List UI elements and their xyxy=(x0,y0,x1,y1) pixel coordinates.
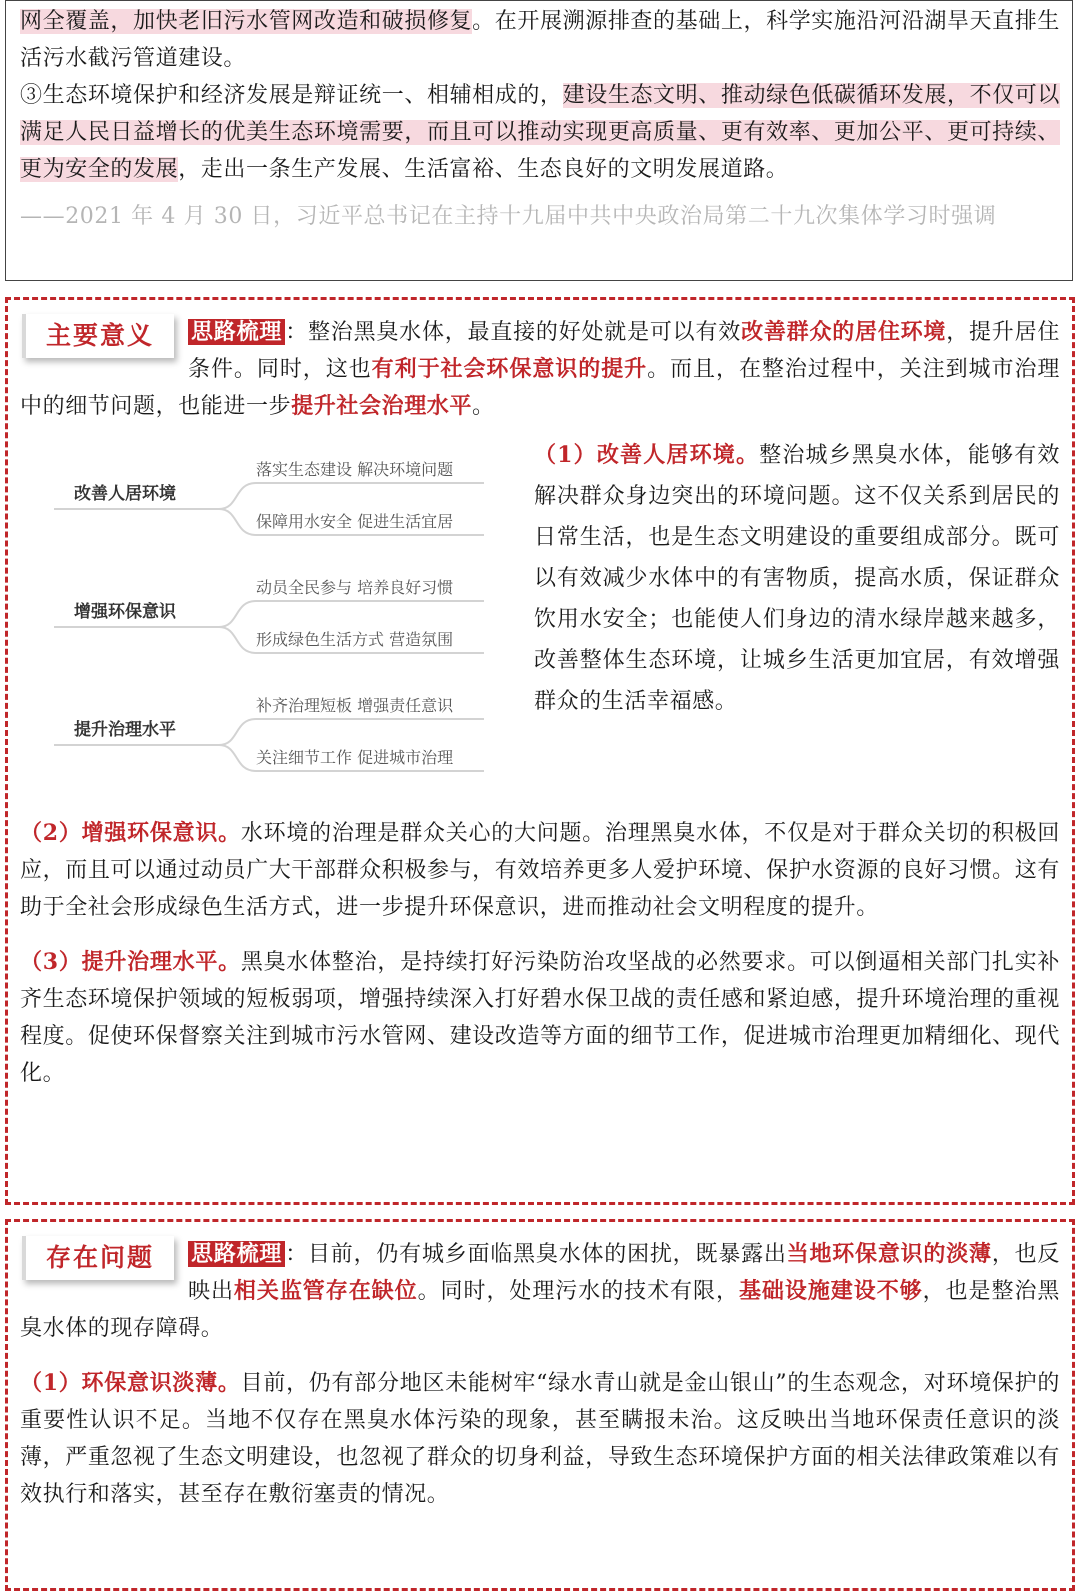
key-point: 相关监管存在缺位 xyxy=(233,1278,418,1304)
highlight-text: 网全覆盖，加快老旧污水管网改造和破损修复 xyxy=(20,9,473,34)
mind-map xyxy=(34,437,504,797)
significance-tab: 主要意义 xyxy=(22,314,174,358)
quote-paragraph-3 xyxy=(20,77,1060,188)
item-title: （1）环保意识淡薄。 xyxy=(20,1370,241,1396)
mind-map-node: 改善人居环境 xyxy=(74,484,176,504)
problems-tab: 存在问题 xyxy=(22,1236,174,1280)
item-text: 黑臭水体整治，是持续打好污染防治攻坚战的必然要求。可以倒逼相关部门扎实补齐生态环境保护领域的短板弱项，增强持续深入打好碧水保卫战的责任感和紧迫感，提升环境治理的重视程度。促使环保督察关注到城市污水管网、建设改造等方面的细节工作，促进城市治理更加精细化、现代化。 xyxy=(20,950,1060,1086)
summary-text: 。 xyxy=(472,394,495,419)
summary-text: 。而且，在整治过程中，关注到城市治理中的细节问题，也能进一步 xyxy=(20,357,1060,419)
mind-map-leaf: 动员全民参与 培养良好习惯 xyxy=(256,578,454,597)
idea-badge: 思路梳理 xyxy=(188,1241,285,1267)
summary-text: ，也反映出 xyxy=(188,1242,1061,1304)
problems-item-1 xyxy=(20,1365,1060,1513)
mind-map-leaf: 补齐治理短板 增强责任意识 xyxy=(256,696,454,715)
item-title: （3）提升治理水平。 xyxy=(20,949,241,975)
mind-map-leaf: 形成绿色生活方式 营造氛围 xyxy=(256,630,454,649)
quote-text: 。在开展溯源排查的基础上，科学实施沿河沿湖旱天直排生活污水截污管道建设。 xyxy=(20,9,1060,71)
problems-summary xyxy=(20,1236,1060,1347)
significance-item-2 xyxy=(20,815,1060,926)
significance-summary xyxy=(20,314,1060,425)
key-point: 提升社会治理水平 xyxy=(291,393,473,419)
mind-map-node: 增强环保意识 xyxy=(74,602,176,622)
quote-text: ，走出一条生产发展、生活富裕、生态良好的文明发展道路。 xyxy=(178,157,789,182)
summary-text: ，也是整治黑臭水体的现存障碍。 xyxy=(20,1279,1061,1341)
significance-section xyxy=(5,297,1075,1205)
mind-map-leaf: 保障用水安全 促进生活宜居 xyxy=(256,512,454,531)
item-title: （2）增强环保意识。 xyxy=(20,820,241,846)
key-point: 当地环保意识的淡薄 xyxy=(786,1241,992,1267)
highlight-text: 建设生态文明、推动绿色低碳循环发展，不仅可以满足人民日益增长的优美生态环境需要，而且可以推动实现更高质量、更有效率、更加公平、更可持续、更为安全的发展 xyxy=(20,83,1061,182)
key-point: 基础设施建设不够 xyxy=(738,1278,923,1304)
key-point: 有利于社会环保意识的提升 xyxy=(371,356,648,382)
idea-badge: 思路梳理 xyxy=(188,319,285,345)
mind-map-node: 提升治理水平 xyxy=(74,720,176,740)
item-text: 水环境的治理是群众关心的大问题。治理黑臭水体，不仅是对于群众关切的积极回应，而且可以通过动员广大干部群众积极参与，有效培养更多人爱护环境、保护水资源的良好习惯。这有助于全社会形成绿色生活方式，进一步提升环保意识，进而推动社会文明程度的提升。 xyxy=(20,821,1060,920)
item-text: 整治城乡黑臭水体，能够有效解决群众身边突出的环境问题。这不仅关系到居民的日常生活，也是生态文明建设的重要组成部分。既可以有效减少水体中的有害物质，提高水质，保证群众饮用水安全；也能使人们身边的清水绿岸越来越多，改善整体生态环境，让城乡生活更加宜居，有效增强群众的生活幸福感。 xyxy=(534,443,1060,714)
problems-section xyxy=(5,1219,1075,1591)
key-point: 改善群众的居住环境 xyxy=(741,319,947,345)
quote-paragraph-1 xyxy=(20,3,1060,77)
item-title: （1）改善人居环境。 xyxy=(534,442,760,468)
summary-text: ：整治黑臭水体，最直接的好处就是可以有效 xyxy=(285,320,742,345)
mind-map-leaf: 落实生态建设 解决环境问题 xyxy=(256,460,454,479)
significance-item-3 xyxy=(20,944,1060,1092)
summary-text: ：目前，仍有城乡面临黑臭水体的困扰，既暴露出 xyxy=(285,1242,787,1267)
summary-text: ，提升居住条件。同时，这也 xyxy=(188,320,1060,382)
summary-text: 。同时，处理污水的技术有限， xyxy=(417,1279,739,1304)
quote-source: ——2021 年 4 月 30 日，习近平总书记在主持十九届中共中央政治局第二十九次集体学习时强调 xyxy=(20,204,997,229)
quote-text: ③生态环境保护和经济发展是辩证统一、相辅相成的， xyxy=(20,83,563,108)
item-text: 目前，仍有部分地区未能树牢“绿水青山就是金山银山”的生态观念，对环境保护的重要性认识不足。当地不仅存在黑臭水体污染的现象，甚至瞒报未治。这反映出当地环保责任意识的淡薄，严重忽视了生态文明建设，也忽视了群众的切身利益，导致生态环境保护方面的相关法律政策难以有效执行和落实，甚至存在敷衍塞责的情况。 xyxy=(20,1371,1060,1507)
mind-map-leaf: 关注细节工作 促进城市治理 xyxy=(256,748,454,767)
quote-box xyxy=(5,0,1073,281)
